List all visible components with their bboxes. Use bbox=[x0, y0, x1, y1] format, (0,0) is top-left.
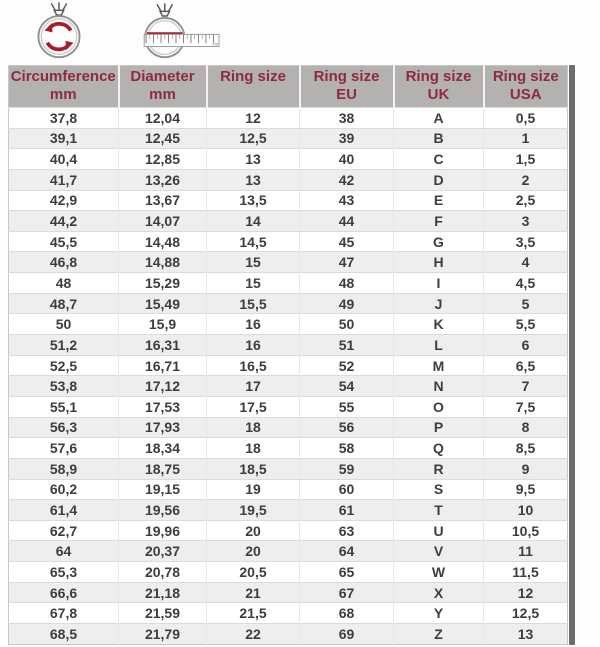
cell-ring-size-usa: 10 bbox=[484, 500, 568, 521]
cell-diameter-mm: 20,37 bbox=[119, 541, 207, 562]
col-header-ring-size bbox=[207, 66, 300, 108]
cell-circumference-mm: 61,4 bbox=[9, 500, 119, 521]
cell-ring-size-usa: 1,5 bbox=[484, 149, 568, 170]
col-header-ring-size-uk bbox=[394, 66, 484, 108]
table-row bbox=[9, 190, 568, 211]
cell-diameter-mm: 12,45 bbox=[119, 128, 207, 149]
cell-diameter-mm: 19,15 bbox=[119, 479, 207, 500]
table-body bbox=[9, 108, 568, 645]
cell-ring-size-uk: S bbox=[394, 479, 484, 500]
cell-diameter-mm: 14,88 bbox=[119, 252, 207, 273]
cell-diameter-mm: 13,67 bbox=[119, 190, 207, 211]
cell-ring-size: 13 bbox=[207, 149, 300, 170]
table-row bbox=[9, 376, 568, 397]
table-row bbox=[9, 520, 568, 541]
cell-ring-size-uk: Z bbox=[394, 624, 484, 645]
cell-ring-size-eu: 63 bbox=[300, 520, 394, 541]
circumference-arrows bbox=[45, 23, 74, 50]
cell-ring-size-usa: 3,5 bbox=[484, 231, 568, 252]
cell-ring-size-usa: 13 bbox=[484, 624, 568, 645]
vertical-scrollbar[interactable] bbox=[569, 65, 575, 645]
cell-ring-size-uk: O bbox=[394, 396, 484, 417]
cell-ring-size-eu: 48 bbox=[300, 273, 394, 294]
table-row bbox=[9, 396, 568, 417]
cell-ring-size-eu: 56 bbox=[300, 417, 394, 438]
cell-ring-size-uk: F bbox=[394, 211, 484, 232]
cell-ring-size-uk: N bbox=[394, 376, 484, 397]
table-row bbox=[9, 603, 568, 624]
cell-circumference-mm: 40,4 bbox=[9, 149, 119, 170]
col-header-label: Circumference bbox=[10, 68, 116, 85]
cell-ring-size-uk: J bbox=[394, 293, 484, 314]
table-row bbox=[9, 231, 568, 252]
cell-ring-size-eu: 59 bbox=[300, 458, 394, 479]
ring-crown bbox=[157, 4, 172, 16]
cell-ring-size: 22 bbox=[207, 624, 300, 645]
diameter-ring-icon bbox=[128, 2, 224, 60]
cell-circumference-mm: 48 bbox=[9, 273, 119, 294]
cell-ring-size-eu: 65 bbox=[300, 562, 394, 583]
cell-ring-size-eu: 38 bbox=[300, 108, 394, 129]
cell-circumference-mm: 44,2 bbox=[9, 211, 119, 232]
cell-ring-size-usa: 1 bbox=[484, 128, 568, 149]
cell-ring-size: 18 bbox=[207, 417, 300, 438]
cell-ring-size-eu: 54 bbox=[300, 376, 394, 397]
cell-ring-size-uk: U bbox=[394, 520, 484, 541]
table-row bbox=[9, 500, 568, 521]
cell-ring-size: 16 bbox=[207, 314, 300, 335]
cell-circumference-mm: 46,8 bbox=[9, 252, 119, 273]
cell-ring-size-uk: G bbox=[394, 231, 484, 252]
cell-ring-size-eu: 44 bbox=[300, 211, 394, 232]
table-row bbox=[9, 541, 568, 562]
cell-ring-size-usa: 8,5 bbox=[484, 438, 568, 459]
cell-ring-size: 15,5 bbox=[207, 293, 300, 314]
col-header-sub: UK bbox=[427, 86, 450, 103]
cell-ring-size-eu: 64 bbox=[300, 541, 394, 562]
cell-ring-size-uk: I bbox=[394, 273, 484, 294]
measurement-icons bbox=[0, 0, 600, 60]
cell-diameter-mm: 18,75 bbox=[119, 458, 207, 479]
cell-diameter-mm: 19,96 bbox=[119, 520, 207, 541]
col-header-sub: mm bbox=[149, 86, 176, 103]
table-row bbox=[9, 562, 568, 583]
cell-circumference-mm: 52,5 bbox=[9, 355, 119, 376]
cell-ring-size-usa: 9,5 bbox=[484, 479, 568, 500]
cell-ring-size-eu: 49 bbox=[300, 293, 394, 314]
cell-circumference-mm: 55,1 bbox=[9, 396, 119, 417]
cell-circumference-mm: 65,3 bbox=[9, 562, 119, 583]
cell-ring-size-uk: P bbox=[394, 417, 484, 438]
cell-ring-size-uk: A bbox=[394, 108, 484, 129]
cell-ring-size-usa: 12 bbox=[484, 582, 568, 603]
cell-ring-size-eu: 47 bbox=[300, 252, 394, 273]
circumference-ring-icon bbox=[16, 2, 102, 60]
col-header-label: Ring size bbox=[313, 68, 380, 85]
cell-ring-size-eu: 42 bbox=[300, 169, 394, 190]
cell-ring-size-uk: B bbox=[394, 128, 484, 149]
col-header-label: Ring size bbox=[405, 68, 472, 85]
cell-ring-size: 14,5 bbox=[207, 231, 300, 252]
cell-circumference-mm: 58,9 bbox=[9, 458, 119, 479]
table-row bbox=[9, 582, 568, 603]
cell-ring-size: 12,5 bbox=[207, 128, 300, 149]
cell-ring-size-usa: 7 bbox=[484, 376, 568, 397]
cell-diameter-mm: 12,85 bbox=[119, 149, 207, 170]
cell-circumference-mm: 42,9 bbox=[9, 190, 119, 211]
cell-ring-size: 16,5 bbox=[207, 355, 300, 376]
table-row bbox=[9, 417, 568, 438]
cell-ring-size: 20 bbox=[207, 541, 300, 562]
col-header-label: Diameter bbox=[130, 68, 195, 85]
cell-ring-size: 14 bbox=[207, 211, 300, 232]
table-header-row bbox=[9, 66, 568, 108]
cell-ring-size-uk: K bbox=[394, 314, 484, 335]
cell-circumference-mm: 60,2 bbox=[9, 479, 119, 500]
cell-ring-size: 18 bbox=[207, 438, 300, 459]
cell-ring-size-uk: D bbox=[394, 169, 484, 190]
cell-ring-size-uk: L bbox=[394, 335, 484, 356]
cell-ring-size: 12 bbox=[207, 108, 300, 129]
cell-ring-size-eu: 43 bbox=[300, 190, 394, 211]
cell-ring-size-usa: 7,5 bbox=[484, 396, 568, 417]
cell-diameter-mm: 16,71 bbox=[119, 355, 207, 376]
cell-ring-size-usa: 6 bbox=[484, 335, 568, 356]
cell-diameter-mm: 15,29 bbox=[119, 273, 207, 294]
cell-ring-size-uk: R bbox=[394, 458, 484, 479]
cell-circumference-mm: 53,8 bbox=[9, 376, 119, 397]
ring-size-table-wrap bbox=[8, 65, 575, 645]
cell-ring-size: 17 bbox=[207, 376, 300, 397]
cell-circumference-mm: 51,2 bbox=[9, 335, 119, 356]
cell-diameter-mm: 19,56 bbox=[119, 500, 207, 521]
cell-ring-size: 13 bbox=[207, 169, 300, 190]
cell-ring-size: 18,5 bbox=[207, 458, 300, 479]
cell-diameter-mm: 21,79 bbox=[119, 624, 207, 645]
cell-ring-size: 21,5 bbox=[207, 603, 300, 624]
cell-diameter-mm: 17,93 bbox=[119, 417, 207, 438]
cell-circumference-mm: 50 bbox=[9, 314, 119, 335]
table-row bbox=[9, 624, 568, 645]
cell-ring-size-eu: 39 bbox=[300, 128, 394, 149]
cell-ring-size: 19,5 bbox=[207, 500, 300, 521]
cell-circumference-mm: 57,6 bbox=[9, 438, 119, 459]
col-header-ring-size-usa bbox=[484, 66, 568, 108]
cell-ring-size-uk: H bbox=[394, 252, 484, 273]
cell-ring-size-eu: 45 bbox=[300, 231, 394, 252]
cell-ring-size-eu: 52 bbox=[300, 355, 394, 376]
cell-ring-size-uk: X bbox=[394, 582, 484, 603]
col-header-label: Ring size bbox=[492, 68, 559, 85]
cell-ring-size-usa: 8 bbox=[484, 417, 568, 438]
cell-diameter-mm: 18,34 bbox=[119, 438, 207, 459]
cell-ring-size-usa: 0,5 bbox=[484, 108, 568, 129]
cell-ring-size-usa: 2,5 bbox=[484, 190, 568, 211]
col-header-sub: EU bbox=[336, 86, 357, 103]
cell-ring-size-usa: 6,5 bbox=[484, 355, 568, 376]
cell-circumference-mm: 37,8 bbox=[9, 108, 119, 129]
cell-ring-size-uk: M bbox=[394, 355, 484, 376]
col-header-label: Ring size bbox=[220, 68, 286, 85]
cell-ring-size-usa: 5 bbox=[484, 293, 568, 314]
cell-ring-size-uk: Y bbox=[394, 603, 484, 624]
cell-diameter-mm: 17,53 bbox=[119, 396, 207, 417]
cell-ring-size-eu: 51 bbox=[300, 335, 394, 356]
cell-diameter-mm: 14,48 bbox=[119, 231, 207, 252]
table-row bbox=[9, 293, 568, 314]
col-header-ring-size-eu bbox=[300, 66, 394, 108]
cell-circumference-mm: 45,5 bbox=[9, 231, 119, 252]
cell-diameter-mm: 13,26 bbox=[119, 169, 207, 190]
cell-ring-size-eu: 61 bbox=[300, 500, 394, 521]
col-header-sub: mm bbox=[49, 86, 77, 103]
cell-ring-size-eu: 68 bbox=[300, 603, 394, 624]
cell-ring-size-uk: C bbox=[394, 149, 484, 170]
cell-ring-size-eu: 50 bbox=[300, 314, 394, 335]
cell-ring-size-eu: 67 bbox=[300, 582, 394, 603]
table-row bbox=[9, 314, 568, 335]
ring-size-table bbox=[8, 65, 568, 645]
cell-ring-size-eu: 69 bbox=[300, 624, 394, 645]
table-row bbox=[9, 128, 568, 149]
cell-ring-size-usa: 4,5 bbox=[484, 273, 568, 294]
cell-circumference-mm: 56,3 bbox=[9, 417, 119, 438]
cell-ring-size-eu: 55 bbox=[300, 396, 394, 417]
cell-ring-size-eu: 58 bbox=[300, 438, 394, 459]
cell-circumference-mm: 41,7 bbox=[9, 169, 119, 190]
cell-diameter-mm: 21,59 bbox=[119, 603, 207, 624]
cell-diameter-mm: 20,78 bbox=[119, 562, 207, 583]
cell-ring-size-usa: 10,5 bbox=[484, 520, 568, 541]
cell-diameter-mm: 12,04 bbox=[119, 108, 207, 129]
col-header-sub: USA bbox=[509, 86, 542, 103]
cell-diameter-mm: 14,07 bbox=[119, 211, 207, 232]
cell-ring-size: 20,5 bbox=[207, 562, 300, 583]
cell-ring-size-usa: 4 bbox=[484, 252, 568, 273]
cell-ring-size-usa: 12,5 bbox=[484, 603, 568, 624]
cell-circumference-mm: 62,7 bbox=[9, 520, 119, 541]
cell-ring-size: 15 bbox=[207, 252, 300, 273]
cell-diameter-mm: 17,12 bbox=[119, 376, 207, 397]
cell-circumference-mm: 67,8 bbox=[9, 603, 119, 624]
table-row bbox=[9, 149, 568, 170]
cell-circumference-mm: 48,7 bbox=[9, 293, 119, 314]
table-row bbox=[9, 458, 568, 479]
cell-ring-size-uk: E bbox=[394, 190, 484, 211]
cell-diameter-mm: 15,49 bbox=[119, 293, 207, 314]
cell-ring-size-usa: 9 bbox=[484, 458, 568, 479]
cell-ring-size-usa: 5,5 bbox=[484, 314, 568, 335]
cell-ring-size-uk: Q bbox=[394, 438, 484, 459]
table-row bbox=[9, 479, 568, 500]
cell-ring-size-usa: 2 bbox=[484, 169, 568, 190]
cell-ring-size-eu: 60 bbox=[300, 479, 394, 500]
cell-circumference-mm: 66,6 bbox=[9, 582, 119, 603]
cell-diameter-mm: 16,31 bbox=[119, 335, 207, 356]
table-row bbox=[9, 211, 568, 232]
table-row bbox=[9, 169, 568, 190]
cell-ring-size: 19 bbox=[207, 479, 300, 500]
cell-ring-size-usa: 11 bbox=[484, 541, 568, 562]
cell-ring-size: 20 bbox=[207, 520, 300, 541]
cell-circumference-mm: 39,1 bbox=[9, 128, 119, 149]
col-header-circumference-mm bbox=[9, 66, 119, 108]
cell-ring-size-eu: 40 bbox=[300, 149, 394, 170]
table-row bbox=[9, 273, 568, 294]
svg-text:cm: cm bbox=[212, 41, 219, 47]
ring-crown bbox=[52, 3, 67, 15]
table-row bbox=[9, 252, 568, 273]
cell-ring-size: 21 bbox=[207, 582, 300, 603]
cell-ring-size-uk: V bbox=[394, 541, 484, 562]
cell-ring-size-uk: T bbox=[394, 500, 484, 521]
cell-diameter-mm: 15,9 bbox=[119, 314, 207, 335]
table-row bbox=[9, 355, 568, 376]
cell-ring-size: 13,5 bbox=[207, 190, 300, 211]
cell-diameter-mm: 21,18 bbox=[119, 582, 207, 603]
cell-circumference-mm: 68,5 bbox=[9, 624, 119, 645]
ruler bbox=[144, 34, 219, 46]
cell-ring-size-usa: 11,5 bbox=[484, 562, 568, 583]
cell-ring-size: 15 bbox=[207, 273, 300, 294]
col-header-diameter-mm bbox=[119, 66, 207, 108]
cell-circumference-mm: 64 bbox=[9, 541, 119, 562]
table-row bbox=[9, 335, 568, 356]
cell-ring-size: 17,5 bbox=[207, 396, 300, 417]
cell-ring-size-uk: W bbox=[394, 562, 484, 583]
cell-ring-size: 16 bbox=[207, 335, 300, 356]
table-row bbox=[9, 438, 568, 459]
cell-ring-size-usa: 3 bbox=[484, 211, 568, 232]
table-row bbox=[9, 108, 568, 129]
